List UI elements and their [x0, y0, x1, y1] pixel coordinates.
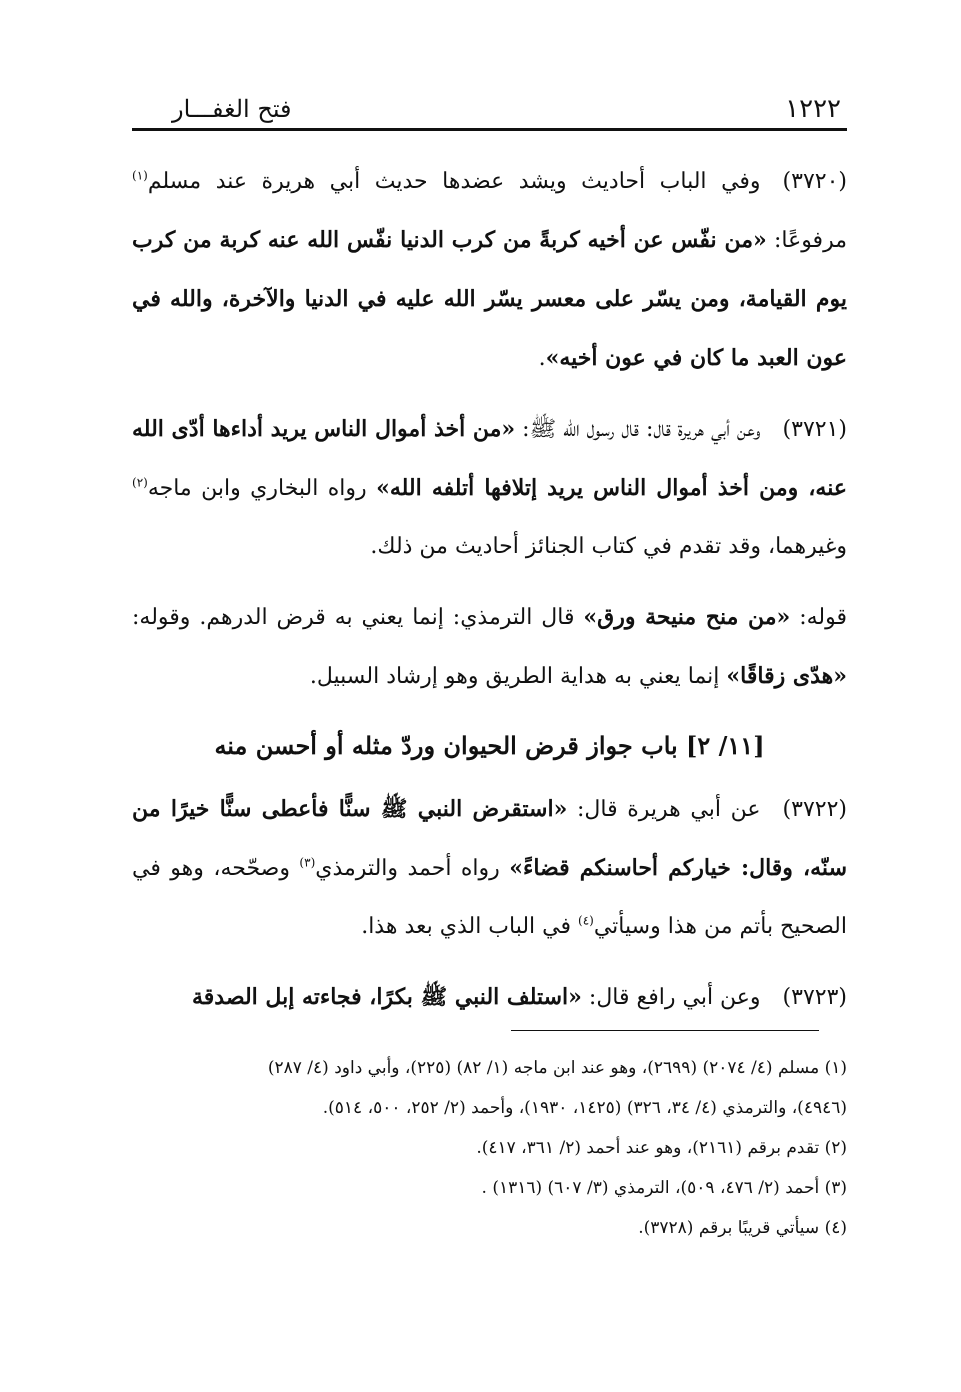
- paragraph-text: قال الترمذي: إنما يعني به قرض الدرهم. وقوله:: [132, 605, 584, 630]
- book-title: فتح الغفـــار: [172, 95, 292, 123]
- footnote-1: (١) مسلم (٤/ ٢٠٧٤) (٢٦٩٩)، وهو عند ابن ماجه (١/ ٨٢) (٢٢٥)، وأبي داود (٤/ ٢٨٧): [267, 1058, 847, 1078]
- footnote-rule: [511, 1030, 819, 1031]
- paragraph-text: رواه أحمد والترمذي: [315, 856, 510, 881]
- footnote-4: (٤) سيأتي قريبًا برقم (٣٧٢٨).: [638, 1218, 847, 1238]
- footnote-1-continued: (٤٩٤٦)، والترمذي (٤/ ٣٤، ٣٢٦) (١٤٢٥، ١٩٣٠)، وأحمد (٢/ ٢٥٢، ٥٠٠، ٥١٤).: [322, 1098, 847, 1118]
- quoted-phrase: «هدّى زقاقًا»: [726, 663, 847, 689]
- footnote-2: (٢) تقدم برقم (٢١٦١)، وهو عند أحمد (٢/ ٣٦١، ٤١٧).: [476, 1138, 847, 1158]
- paragraph-commentary: [132, 588, 847, 706]
- quoted-phrase: «من منح منيحة ورق»: [583, 604, 791, 630]
- hadith-quote: «استلف النبي ﷺ بكرًا، فجاءته إبل الصدقة: [192, 984, 582, 1010]
- paragraph-text: عن أبي هريرة قال:: [567, 797, 761, 822]
- footnote-ref[interactable]: (٣): [299, 855, 316, 870]
- hadith-number: (٣٧٢١): [782, 417, 847, 442]
- paragraph-text: وعن أبي هريرة قال: قال رسول الله ﷺ:: [515, 417, 761, 442]
- footnote-3: (٣) أحمد (٢/ ٤٧٦، ٥٠٩)، الترمذي (٣/ ٦٠٧) (١٣١٦) .: [481, 1178, 847, 1198]
- page-number: ١٢٢٢: [785, 94, 841, 124]
- paragraph-text: رواه البخاري وابن ماجه: [147, 476, 377, 501]
- hadith-number: (٣٧٢٠): [782, 169, 847, 194]
- paragraph-3722: [132, 780, 847, 956]
- header-rule: [132, 128, 847, 131]
- paragraph-text: وفي الباب أحاديث ويشد عضدها حديث أبي هريرة عند مسلم: [147, 169, 761, 194]
- paragraph-text: وغيرهما، وقد تقدم في كتاب الجنائز أحاديث من ذلك.: [370, 534, 847, 559]
- paragraph-text: قوله:: [790, 605, 847, 630]
- hadith-quote: «من أخذ أموال الناس يريد أداءها أدّى الله عنه، ومن أخذ أموال الناس يريد إتلافها أتلفه الله»: [132, 416, 847, 501]
- paragraph-3721: [132, 400, 847, 576]
- paragraph-text: إنما يعني به هداية الطريق وهو إرشاد السبيل.: [309, 664, 727, 689]
- paragraph-3723: [132, 968, 847, 1027]
- paragraph-3720: [132, 153, 847, 388]
- paragraph-text: وعن أبي رافع قال:: [581, 985, 761, 1010]
- paragraph-text: مرفوعًا:: [766, 228, 847, 253]
- hadith-number: (٣٧٢٢): [782, 797, 847, 822]
- hadith-number: (٣٧٢٣): [782, 985, 847, 1010]
- page-body: [132, 90, 847, 1039]
- footnote-ref[interactable]: (٢): [132, 475, 148, 490]
- footnote-ref[interactable]: (١): [132, 168, 148, 183]
- footnote-ref[interactable]: (٤): [578, 913, 594, 928]
- hadith-quote: «من نفّس عن أخيه كربةً من كرب الدنيا نفّس الله عنه كربة من كرب يوم القيامة، ومن يسّر على معسر يسّر الله عليه في الدنيا والآخرة، والله في عون العبد ما كان في عون أخيه»: [132, 227, 847, 371]
- paragraph-text: وصحّحه، وهو في الصحيح بأتم من هذا وسيأتي: [132, 856, 847, 939]
- paragraph-text: .: [538, 346, 546, 371]
- paragraph-text: في الباب الذي بعد هذا.: [361, 914, 579, 939]
- hadith-quote: «استقرض النبي ﷺ سنًّا فأعطى سنًّا خيرًا من سنّه، وقال: خياركم أحاسنكم قضاءً»: [132, 796, 847, 881]
- running-head: [132, 90, 847, 124]
- footnotes: [132, 1048, 847, 1248]
- chapter-heading: [١١/ ٢] باب جواز قرض الحيوان وردّ مثله أو أحسن منه: [214, 731, 765, 760]
